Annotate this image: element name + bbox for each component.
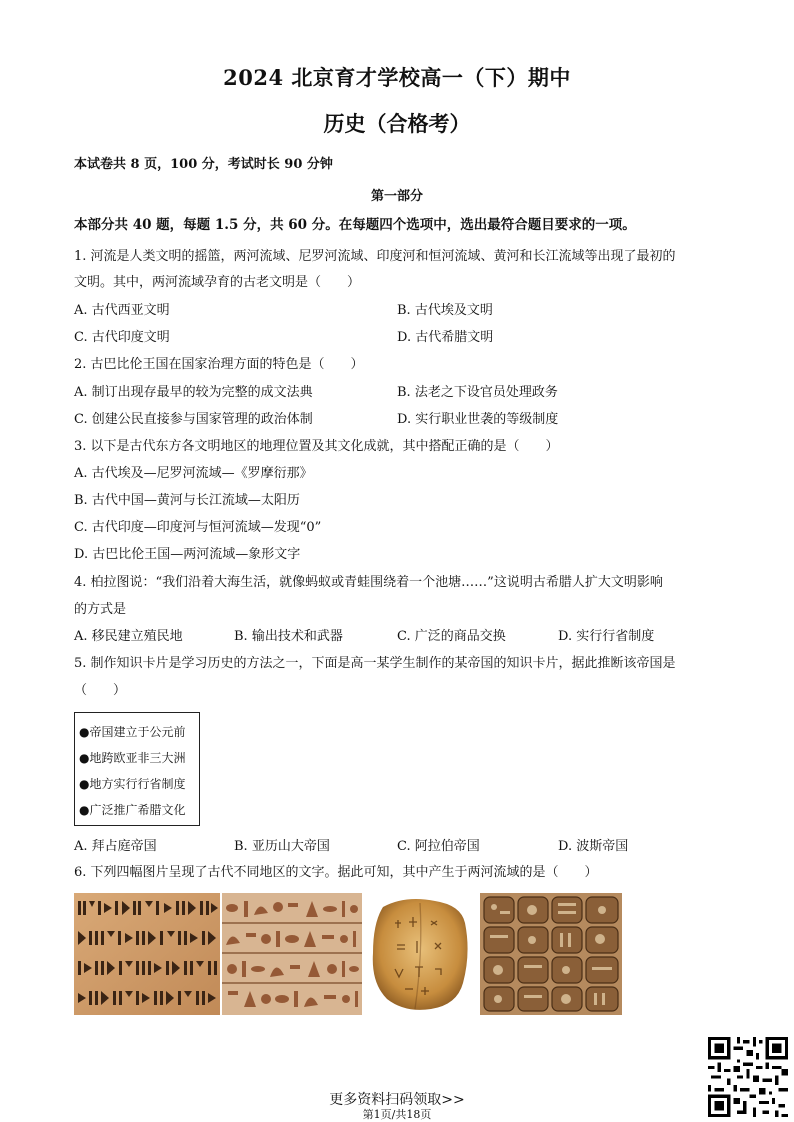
part-title: 第一部分 <box>370 189 423 204</box>
question-3-option-c: C. 古代印度—印度河与恒河流域—发现“0” <box>74 520 322 535</box>
question-4-option-b: B. 输出技术和武器 <box>234 629 343 644</box>
question-3-option-b: B. 古代中国—黄河与长江流域—太阳历 <box>74 493 300 508</box>
knowledge-card-item: ●地跨欧亚非三大洲 <box>79 751 186 765</box>
cuneiform-tablet-image <box>74 893 220 1015</box>
more-resources-link[interactable]: 更多资料扫码领取>> <box>329 1092 465 1108</box>
question-1-stem-line-1: 1. 河流是人类文明的摇篮，两河流域、尼罗河流域、印度河和恒河流域、黄河和长江流域等出现了最初的 <box>74 249 676 264</box>
exam-title: 2024 北京育才学校高一（下）期中 <box>223 65 571 90</box>
question-4-option-d: D. 实行行省制度 <box>558 629 655 644</box>
exam-subtitle: 历史（合格考） <box>323 111 471 136</box>
question-4-stem-line-1: 4. 柏拉图说：“我们沿着大海生活，就像蚂蚁或青蛙围绕着一个池塘……”这说明古希腊人扩大文明影响 <box>74 575 663 590</box>
question-5-option-c: C. 阿拉伯帝国 <box>397 839 480 854</box>
question-5-option-a: A. 拜占庭帝国 <box>74 839 157 854</box>
question-4-stem-line-2: 的方式是 <box>74 602 127 617</box>
part-instructions: 本部分共 40 题，每题 1.5 分，共 60 分。在每题四个选项中，选出最符合题目要求的一项。 <box>74 217 636 233</box>
question-6-stem: 6. 下列四幅图片呈现了古代不同地区的文字。据此可知，其中产生于两河流域的是（ ） <box>74 865 598 880</box>
question-3-option-a: A. 古代埃及—尼罗河流域—《罗摩衍那》 <box>74 466 313 481</box>
question-2-option-c: C. 创建公民直接参与国家管理的政治体制 <box>74 412 313 427</box>
maya-glyphs-image <box>480 893 622 1015</box>
question-2-option-d: D. 实行职业世袭的等级制度 <box>397 412 559 427</box>
page-number: 第1页/共18页 <box>362 1108 432 1121</box>
exam-info: 本试卷共 8 页，100 分，考试时长 90 分钟 <box>74 157 333 172</box>
question-2-stem: 2. 古巴比伦王国在国家治理方面的特色是（ ） <box>74 357 364 372</box>
egyptian-hieroglyphs-image <box>222 893 362 1015</box>
question-5-stem-line-2: （ ） <box>74 683 127 698</box>
question-3-stem: 3. 以下是古代东方各文明地区的地理位置及其文化成就，其中搭配正确的是（ ） <box>74 439 559 454</box>
knowledge-card <box>74 712 200 826</box>
question-1-option-d: D. 古代希腊文明 <box>397 330 494 345</box>
knowledge-card-item: ●帝国建立于公元前 <box>79 725 186 739</box>
question-3-option-d: D. 古巴比伦王国—两河流域—象形文字 <box>74 547 301 562</box>
question-5-option-b: B. 亚历山大帝国 <box>234 839 330 854</box>
oracle-bone-image <box>365 893 475 1015</box>
question-1-option-b: B. 古代埃及文明 <box>397 303 493 318</box>
knowledge-card-item: ●地方实行行省制度 <box>79 777 186 791</box>
question-1-option-c: C. 古代印度文明 <box>74 330 170 345</box>
question-4-option-c: C. 广泛的商品交换 <box>397 629 506 644</box>
question-2-option-a: A. 制订出现存最早的较为完整的成文法典 <box>74 385 313 400</box>
question-1-stem-line-2: 文明。其中，两河流域孕育的古老文明是（ ） <box>74 275 361 290</box>
question-5-option-d: D. 波斯帝国 <box>558 839 629 854</box>
question-1-option-a: A. 古代西亚文明 <box>74 303 170 318</box>
question-2-option-b: B. 法老之下设官员处理政务 <box>397 385 558 400</box>
question-5-stem-line-1: 5. 制作知识卡片是学习历史的方法之一，下面是高一某学生制作的某帝国的知识卡片，据此推断该帝国是 <box>74 656 676 671</box>
knowledge-card-item: ●广泛推广希腊文化 <box>79 803 186 817</box>
question-4-option-a: A. 移民建立殖民地 <box>74 629 183 644</box>
